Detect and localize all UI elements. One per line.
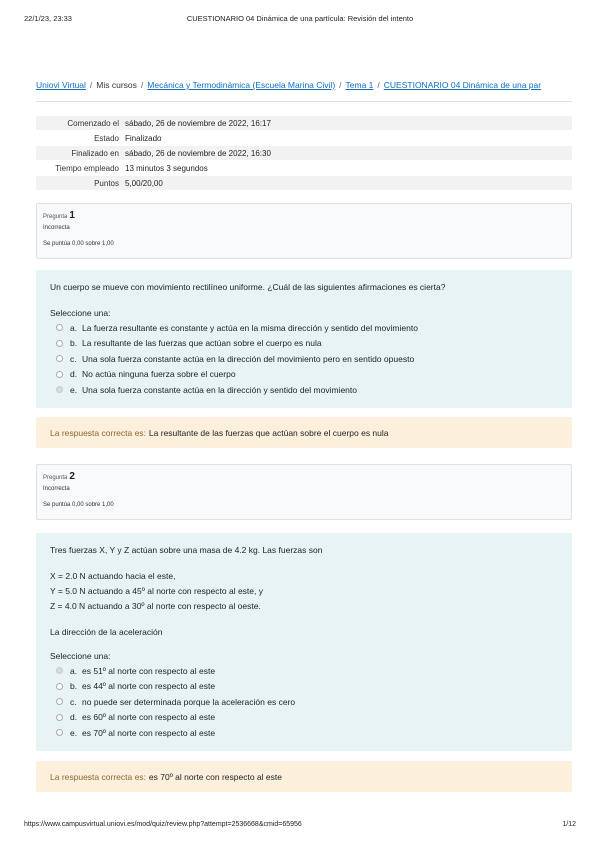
answer-option-e[interactable] xyxy=(50,725,558,741)
question-1-content xyxy=(36,270,572,408)
option-text: es 70º al norte con respecto al este xyxy=(82,727,216,738)
radio-button[interactable] xyxy=(56,714,63,721)
print-header xyxy=(24,14,576,26)
answer-option-a[interactable] xyxy=(50,320,558,336)
answer-option-b[interactable] xyxy=(50,679,558,695)
question-2-feedback xyxy=(36,761,572,792)
radio-button-selected[interactable] xyxy=(56,386,63,393)
feedback-answer: es 70º al norte con respecto al este xyxy=(148,771,282,782)
question-grade: Se puntúa 0,00 sobre 1,00 xyxy=(43,241,114,247)
print-title: CUESTIONARIO 04 Dinámica de una partícula: Revisión del intento xyxy=(186,14,414,23)
option-letter: a. xyxy=(70,322,78,333)
print-page-number: 1/12 xyxy=(562,821,576,828)
option-letter: d. xyxy=(70,712,78,723)
breadcrumb-separator: / xyxy=(89,80,93,90)
summary-value: sábado, 26 de noviembre de 2022, 16:17 xyxy=(125,118,271,128)
radio-button[interactable] xyxy=(56,698,63,705)
option-text: no puede ser determinada porque la aceleración es cero xyxy=(82,696,296,707)
summary-value: sábado, 26 de noviembre de 2022, 16:30 xyxy=(125,148,271,158)
breadcrumb-tema[interactable]: Tema 1 xyxy=(345,80,374,90)
summary-label: Tiempo empleado xyxy=(55,163,119,173)
breadcrumb-divider xyxy=(36,101,572,102)
radio-button[interactable] xyxy=(56,371,63,378)
answer-option-c[interactable] xyxy=(50,351,558,367)
summary-row-state xyxy=(36,131,572,146)
summary-row-finished xyxy=(36,146,572,161)
question-text-spacer xyxy=(50,614,558,625)
summary-label: Puntos xyxy=(94,178,119,188)
option-text: La resultante de las fuerzas que actúan sobre el cuerpo es nula xyxy=(82,338,322,349)
answer-prompt: Seleccione una: xyxy=(50,651,111,661)
question-1-info xyxy=(36,203,572,259)
question-state: Incorrecta xyxy=(43,486,70,492)
option-letter: b. xyxy=(70,338,78,349)
print-footer xyxy=(24,821,576,833)
option-letter: c. xyxy=(70,353,77,364)
option-letter: b. xyxy=(70,681,78,692)
answer-option-c[interactable] xyxy=(50,694,558,710)
breadcrumb-uniovi-virtual[interactable]: Uniovi Virtual xyxy=(36,80,86,90)
summary-value: Finalizado xyxy=(125,133,162,143)
feedback-label: La respuesta correcta es: xyxy=(50,427,146,438)
question-state: Incorrecta xyxy=(43,225,70,231)
summary-row-started xyxy=(36,116,572,131)
answer-option-e[interactable] xyxy=(50,382,558,398)
option-letter: a. xyxy=(70,665,78,676)
question-number: Pregunta 2 xyxy=(43,471,75,482)
breadcrumb-separator: / xyxy=(377,80,380,90)
question-2-info xyxy=(36,464,572,520)
print-url: https://www.campusvirtual.uniovi.es/mod/quiz/review.php?attempt=2536668&cmid=65956 xyxy=(24,821,302,828)
feedback-label: La respuesta correcta es: xyxy=(50,771,146,782)
print-date: 22/1/23, 23:33 xyxy=(24,14,72,23)
breadcrumb-course[interactable]: Mecánica y Termodinámica (Escuela Marina Civil) xyxy=(147,80,336,90)
summary-value: 5,00/20,00 xyxy=(125,178,163,188)
breadcrumb xyxy=(36,80,572,98)
question-1-feedback xyxy=(36,417,572,448)
question-text: Tres fuerzas X, Y y Z actúan sobre una masa de 4.2 kg. Las fuerzas son xyxy=(50,545,323,555)
radio-button[interactable] xyxy=(56,324,63,331)
question-grade: Se puntúa 0,00 sobre 1,00 xyxy=(43,502,114,508)
summary-label: Estado xyxy=(94,133,119,143)
answer-option-d[interactable] xyxy=(50,710,558,726)
answer-option-d[interactable] xyxy=(50,367,558,383)
question-text-spacer xyxy=(50,558,558,569)
option-letter: d. xyxy=(70,369,78,380)
radio-button-selected[interactable] xyxy=(56,667,63,674)
feedback-answer: La resultante de las fuerzas que actúan sobre el cuerpo es nula xyxy=(148,427,389,438)
option-text: Una sola fuerza constante actúa en la dirección del movimiento pero en sentido opuesto xyxy=(82,353,415,364)
radio-button[interactable] xyxy=(56,340,63,347)
option-letter: e. xyxy=(70,727,78,738)
breadcrumb-separator: / xyxy=(339,80,342,90)
question-number: Pregunta 1 xyxy=(43,210,75,221)
question-2-content xyxy=(36,533,572,751)
option-text: es 51º al norte con respecto al este xyxy=(82,665,216,676)
question-text-line: Z = 4.0 N actuando a 30º al norte con respecto al oeste. xyxy=(50,601,261,611)
breadcrumb-mis-cursos[interactable]: Mis cursos xyxy=(96,80,137,90)
attempt-summary-table xyxy=(36,116,572,191)
answer-prompt: Seleccione una: xyxy=(50,308,111,318)
summary-value: 13 minutos 3 segundos xyxy=(125,163,208,173)
question-text-line: X = 2.0 N actuando hacia el este, xyxy=(50,571,176,581)
radio-button[interactable] xyxy=(56,683,63,690)
summary-label: Comenzado el xyxy=(67,118,119,128)
answer-option-a[interactable] xyxy=(50,663,558,679)
radio-button[interactable] xyxy=(56,355,63,362)
answer-option-b[interactable] xyxy=(50,336,558,352)
radio-button[interactable] xyxy=(56,729,63,736)
option-text: La fuerza resultante es constante y actúa en la misma dirección y sentido del movimiento xyxy=(82,322,418,333)
summary-row-points xyxy=(36,176,572,191)
option-text: Una sola fuerza constante actúa en la dirección y sentido del movimiento xyxy=(82,384,357,395)
option-text: No actúa ninguna fuerza sobre el cuerpo xyxy=(82,369,236,380)
summary-row-time-taken xyxy=(36,161,572,176)
question-text-line: La dirección de la aceleración xyxy=(50,627,163,637)
question-text-line: Y = 5.0 N actuando a 45º al norte con respecto al este, y xyxy=(50,586,263,596)
summary-label: Finalizado en xyxy=(71,148,119,158)
option-text: es 44º al norte con respecto al este xyxy=(82,681,216,692)
option-text: es 60º al norte con respecto al este xyxy=(82,712,216,723)
option-letter: e. xyxy=(70,384,78,395)
breadcrumb-quiz[interactable]: CUESTIONARIO 04 Dinámica de una par xyxy=(383,80,542,90)
breadcrumb-separator: / xyxy=(140,80,144,90)
option-letter: c. xyxy=(70,696,77,707)
question-text: Un cuerpo se mueve con movimiento rectilíneo uniforme. ¿Cuál de las siguientes afirmaciones es cierta? xyxy=(50,282,446,292)
